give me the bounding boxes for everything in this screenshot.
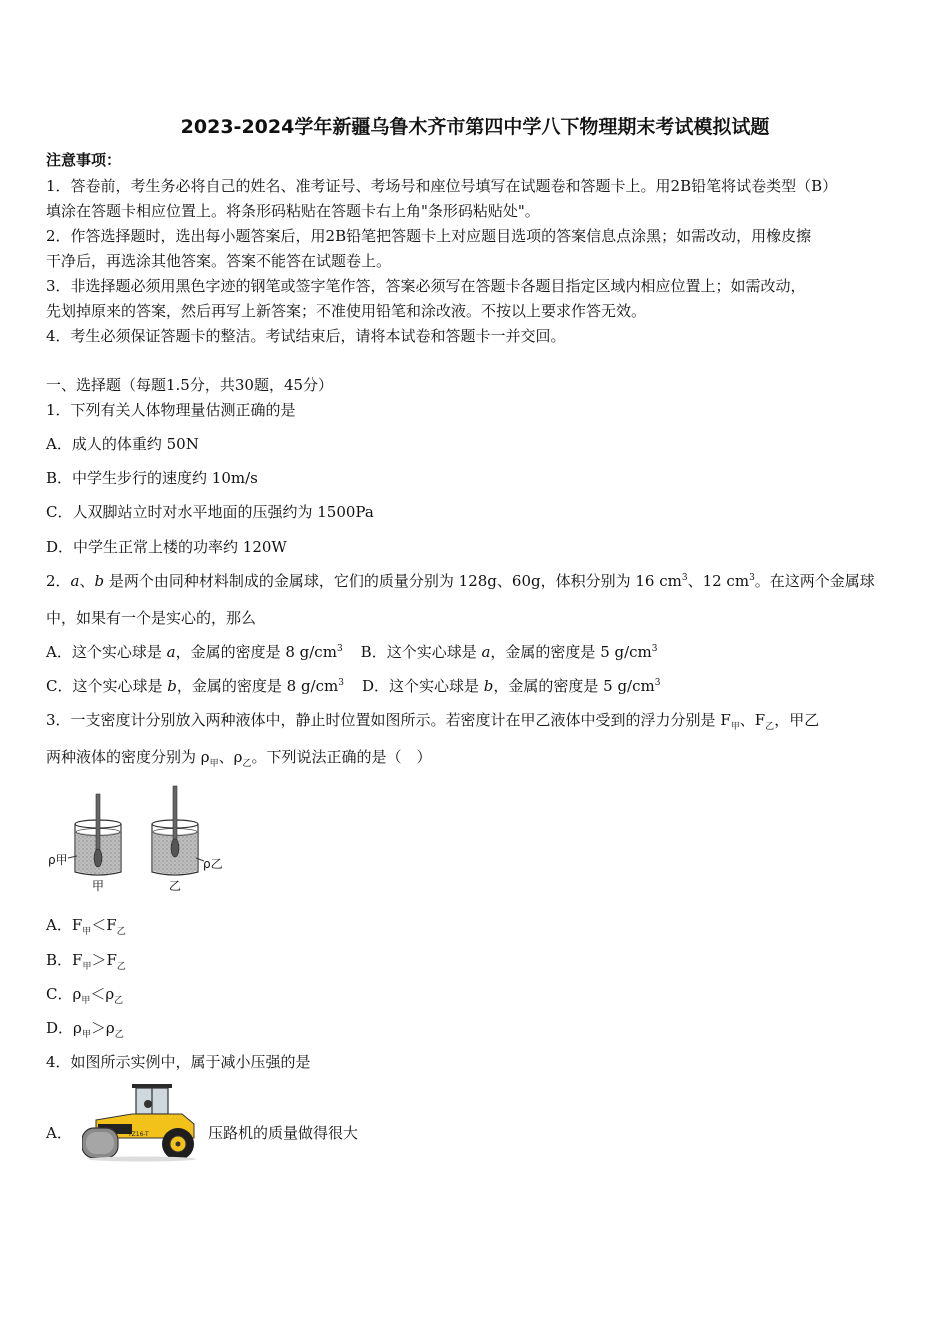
model-plate: YZ16-T — [128, 1131, 149, 1138]
subscript: 甲 — [209, 759, 219, 769]
notice-line: 先划掉原来的答案，然后再写上新答案；不准使用铅笔和涂改液。不按以上要求作答无效。 — [46, 302, 647, 320]
subscript: 乙 — [116, 962, 126, 972]
q3-text: 。下列说法正确的是（ ） — [251, 748, 432, 766]
subscript: 乙 — [242, 759, 252, 769]
subscript: 甲 — [81, 1030, 91, 1040]
var-b: b — [94, 572, 105, 590]
q4-stem: 4．如图所示实例中，属于减小压强的是 — [46, 1053, 311, 1071]
superscript: 3 — [654, 678, 661, 688]
q2-option-b: B．这个实心球是 — [360, 643, 482, 661]
road-roller-image — [82, 1080, 206, 1162]
subscript: 乙 — [765, 722, 775, 732]
q2-number: 2． — [46, 572, 71, 590]
label-rho-yi: ρ乙 — [203, 857, 223, 871]
subscript: 甲 — [82, 962, 92, 972]
notice-line: 1．答卷前，考生务必将自己的姓名、准考证号、考场号和座位号填写在试题卷和答题卡上。用2B铅笔将试卷类型（B） — [46, 177, 838, 195]
superscript: 3 — [338, 678, 344, 688]
subscript: 甲 — [730, 722, 740, 732]
q2-option-c-text: ，金属的密度是 8 g/cm — [176, 677, 339, 695]
operator: ＞ — [90, 1019, 106, 1037]
q3-option-d — [46, 1018, 908, 1038]
subscript: 乙 — [114, 1030, 124, 1040]
symbol: F — [72, 951, 83, 969]
superscript: 3 — [749, 573, 755, 583]
symbol: ρ — [105, 985, 115, 1003]
symbol: ρ — [73, 1019, 82, 1037]
q4-option-a-letter: A． — [46, 1124, 72, 1142]
q3-text: 、ρ — [218, 748, 243, 766]
q2-text: 是两个由同种材料制成的金属球，它们的质量分别为 128g、60g，体积分别为 16 cm — [104, 572, 682, 590]
q3-stem-line1 — [46, 710, 908, 730]
q2-option-d-text: ，金属的密度是 5 g/cm — [493, 677, 655, 695]
notice-line: 2．作答选择题时，选出每小题答案后，用2B铅笔把答题卡上对应题目选项的答案信息点涂黑；如需改动，用橡皮擦 — [46, 227, 812, 245]
q3-option-b — [46, 950, 908, 970]
notice-line: 填涂在答题卡相应位置上。将条形码粘贴在答题卡右上角"条形码粘贴处"。 — [46, 202, 540, 220]
var: a — [166, 643, 176, 661]
q1-option-b: B．中学生步行的速度约 10m/s — [46, 469, 258, 487]
beaker-jia — [68, 794, 121, 875]
q4-option-a-text: 压路机的质量做得很大 — [208, 1124, 359, 1142]
operator: ＞ — [91, 951, 107, 969]
var: a — [481, 643, 491, 661]
caption-jia: 甲 — [92, 879, 105, 893]
var: b — [167, 677, 177, 695]
var-a: a — [70, 572, 80, 590]
superscript: 3 — [681, 573, 688, 583]
q2-text: 。在这两个金属球 — [754, 572, 875, 590]
q3-text: ，甲乙 — [774, 711, 820, 729]
q3-text: 、F — [739, 711, 766, 729]
var: b — [483, 677, 494, 695]
notice-line: 4．考生必须保证答题卡的整洁。考试结束后，请将本试卷和答题卡一并交回。 — [46, 327, 566, 345]
symbol: F — [71, 916, 83, 934]
q3-stem-line2 — [46, 747, 908, 767]
operator: ＜ — [91, 916, 107, 934]
q1-option-a: A．成人的体重约 50N — [46, 435, 199, 453]
q3-text: 3．一支密度计分别放入两种液体中，静止时位置如图所示。若密度计在甲乙液体中受到的浮力分别是 F — [46, 711, 731, 729]
q2-option-b-text: ，金属的密度是 5 g/cm — [490, 643, 652, 661]
symbol: F — [106, 916, 117, 934]
q2-text: 、12 cm — [687, 572, 750, 590]
q2-option-a-text: ，金属的密度是 8 g/cm — [175, 643, 337, 661]
q3-option-c — [46, 984, 908, 1004]
caption-yi: 乙 — [169, 879, 182, 893]
separator: 、 — [79, 572, 95, 590]
symbol: F — [106, 951, 117, 969]
q3-option-a — [46, 915, 908, 935]
page-title: 2023-2024学年新疆乌鲁木齐市第四中学八下物理期末考试模拟试题 — [180, 116, 770, 138]
option-letter: A． — [46, 916, 72, 934]
label-rho-jia: ρ甲 — [48, 853, 68, 867]
q2-option-c: C．这个实心球是 — [46, 677, 168, 695]
section-heading: 一、选择题（每题1.5分，共30题，45分） — [46, 376, 334, 394]
q2-stem-line2: 中，如果有一个是实心的，那么 — [46, 609, 257, 627]
notice-heading: 注意事项： — [46, 151, 122, 169]
q2-option-a: A．这个实心球是 — [46, 643, 167, 661]
hydrometer-figure — [46, 784, 231, 896]
subscript: 甲 — [81, 996, 91, 1006]
q1-option-c: C．人双脚站立时对水平地面的压强约为 1500Pa — [46, 503, 374, 521]
symbol: ρ — [105, 1019, 115, 1037]
operator: ＜ — [90, 985, 106, 1003]
subscript: 乙 — [114, 996, 124, 1006]
option-letter: B． — [46, 951, 73, 969]
superscript: 3 — [651, 644, 658, 654]
notice-line: 干净后，再选涂其他答案。答案不能答在试题卷上。 — [46, 252, 392, 270]
q1-option-d: D．中学生正常上楼的功率约 120W — [46, 538, 287, 556]
q2-options-cd — [46, 676, 908, 696]
notice-line: 3．非选择题必须用黑色字迹的钢笔或签字笔作答，答案必须写在答题卡各题目指定区域内相应位置上；如需改动， — [46, 277, 806, 295]
q2-option-d: D．这个实心球是 — [361, 677, 484, 695]
option-letter: C． — [46, 985, 73, 1003]
symbol: ρ — [72, 985, 82, 1003]
q2-stem-line1 — [46, 571, 908, 591]
subscript: 乙 — [116, 927, 126, 937]
q3-text: 两种液体的密度分别为 ρ — [46, 748, 210, 766]
subscript: 甲 — [82, 927, 92, 937]
beaker-yi — [152, 786, 204, 875]
superscript: 3 — [336, 644, 343, 654]
q2-options-ab — [46, 642, 908, 662]
q1-stem: 1．下列有关人体物理量估测正确的是 — [46, 401, 296, 419]
option-letter: D． — [46, 1019, 74, 1037]
